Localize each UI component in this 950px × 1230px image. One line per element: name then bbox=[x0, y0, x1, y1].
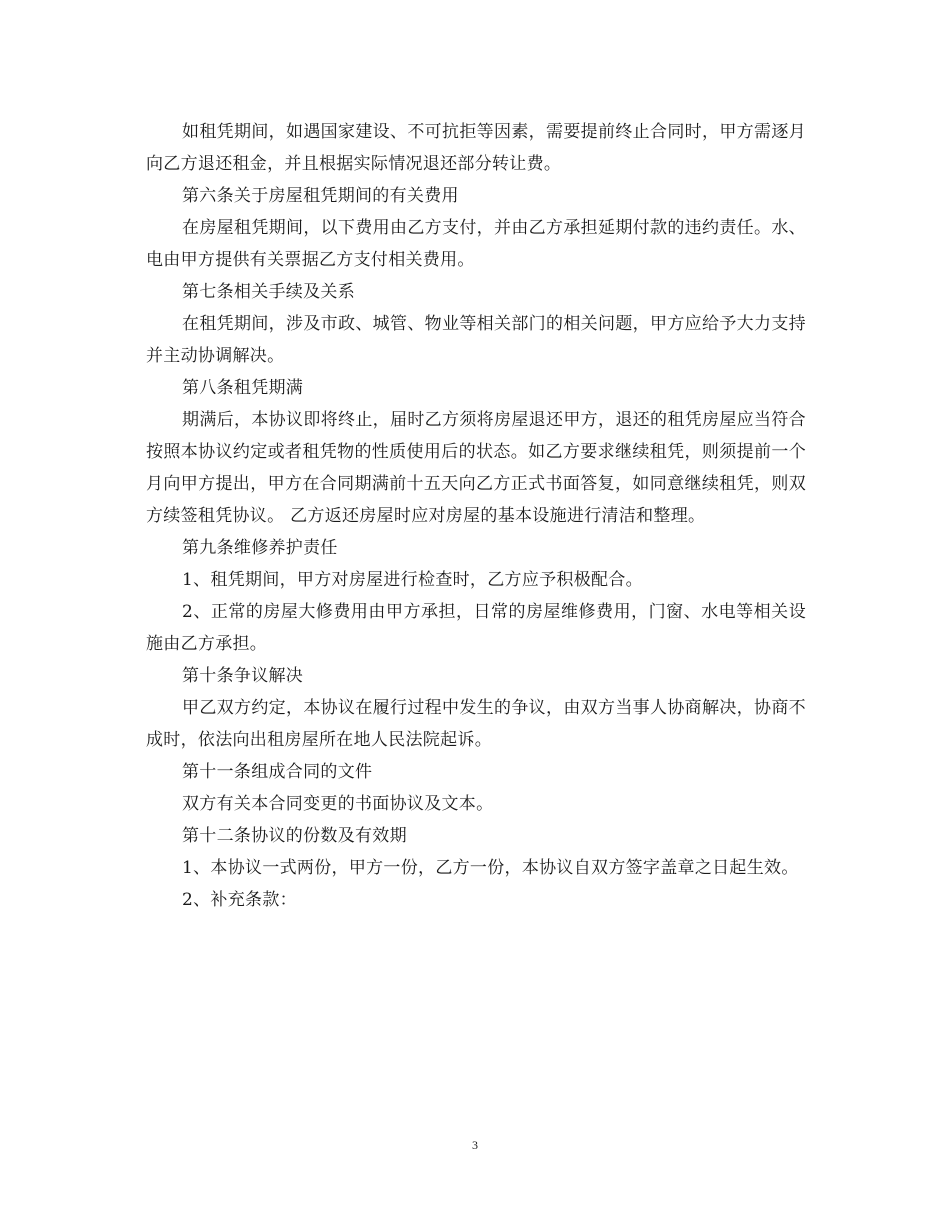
paragraph-copies: 1、本协议一式两份，甲方一份，乙方一份，本协议自双方签字盖章之日起生效。 bbox=[182, 858, 799, 878]
paragraph-dispute: 甲乙双方约定，本协议在履行过程中发生的争议，由双方当事人协商解决，协商不成时，依法向出租房屋所在地人民法院起诉。 bbox=[146, 698, 806, 750]
article-10-heading: 第十条争议解决 bbox=[182, 666, 304, 686]
paragraph-maintenance-1: 1、租凭期间，甲方对房屋进行检查时，乙方应予积极配合。 bbox=[182, 570, 643, 590]
paragraph-fees: 在房屋租凭期间，以下费用由乙方支付，并由乙方承担延期付款的违约责任。水、电由甲方提供有关票据乙方支付相关费用。 bbox=[146, 218, 806, 270]
article-7-heading: 第七条相关手续及关系 bbox=[182, 282, 355, 302]
article-11-heading: 第十一条组成合同的文件 bbox=[182, 762, 373, 782]
page-number: 3 bbox=[472, 1138, 478, 1152]
article-8-heading: 第八条租凭期满 bbox=[182, 378, 304, 398]
paragraph-supplementary: 2、补充条款： bbox=[182, 890, 297, 910]
article-9-heading: 第九条维修养护责任 bbox=[182, 538, 338, 558]
paragraph-procedures: 在租凭期间，涉及市政、城管、物业等相关部门的相关问题，甲方应给予大力支持并主动协调解决。 bbox=[146, 314, 806, 366]
paragraph-expiry: 期满后，本协议即将终止，届时乙方须将房屋退还甲方，退还的租凭房屋应当符合按照本协议约定或者租凭物的性质使用后的状态。如乙方要求继续租凭，则须提前一个月向甲方提出，甲方在合同期满前十五天向乙方正式书面答复，如同意继续租凭，则双方续签租凭协议。 乙方返还房屋时应对房屋的基本设施进行清洁和整理。 bbox=[146, 410, 806, 526]
article-12-heading: 第十二条协议的份数及有效期 bbox=[182, 826, 407, 846]
article-6-heading: 第六条关于房屋租凭期间的有关费用 bbox=[182, 186, 459, 206]
paragraph-documents: 双方有关本合同变更的书面协议及文本。 bbox=[182, 794, 494, 814]
paragraph-maintenance-2: 2、正常的房屋大修费用由甲方承担，日常的房屋维修费用，门窗、水电等相关设施由乙方承担。 bbox=[146, 602, 806, 654]
paragraph-termination-refund: 如租凭期间，如遇国家建设、不可抗拒等因素，需要提前终止合同时，甲方需逐月向乙方退还租金，并且根据实际情况退还部分转让费。 bbox=[146, 122, 806, 174]
document-body bbox=[146, 116, 806, 916]
